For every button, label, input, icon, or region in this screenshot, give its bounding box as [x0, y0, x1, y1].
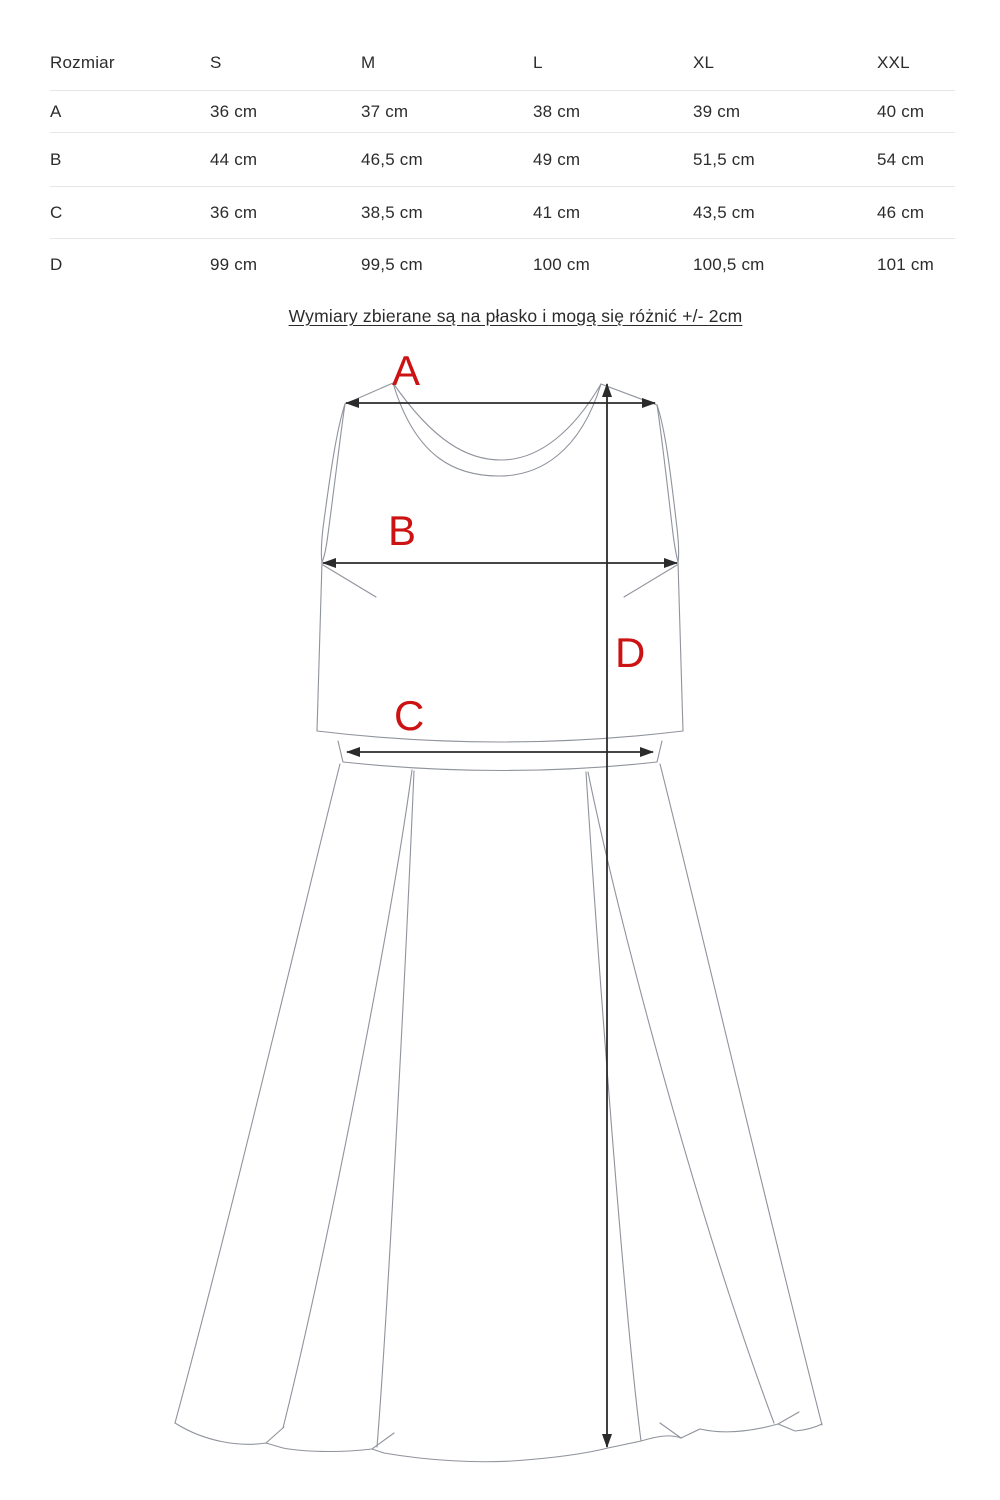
measurement-note: Wymiary zbierane są na płasko i mogą się różnić +/- 2cm [288, 306, 743, 326]
table-cell: 37 cm [361, 101, 409, 121]
row-label: A [50, 101, 62, 121]
table-cell: 51,5 cm [693, 149, 755, 169]
table-cell: 46 cm [877, 202, 925, 222]
table-cell: 44 cm [210, 149, 258, 169]
measurement-label-c: C [394, 692, 425, 739]
column-header-s: S [210, 52, 222, 72]
table-cell: 99 cm [210, 254, 258, 274]
measurement-label-a: A [392, 347, 421, 394]
measurement-label-b: B [388, 507, 417, 554]
table-cell: 46,5 cm [361, 149, 423, 169]
table-cell: 49 cm [533, 149, 581, 169]
measurement-label-d: D [615, 629, 646, 676]
table-cell: 40 cm [877, 101, 925, 121]
row-label: D [50, 254, 63, 274]
table-cell: 43,5 cm [693, 202, 755, 222]
dress-outline [175, 383, 822, 1462]
table-cell: 54 cm [877, 149, 925, 169]
measurement-arrows [323, 384, 677, 1447]
table-cell: 38 cm [533, 101, 581, 121]
table-cell: 100 cm [533, 254, 590, 274]
row-label: C [50, 202, 63, 222]
table-cell: 99,5 cm [361, 254, 423, 274]
column-header-rozmiar: Rozmiar [50, 52, 115, 72]
table-cell: 100,5 cm [693, 254, 765, 274]
column-header-xxl: XXL [877, 52, 910, 72]
row-label: B [50, 149, 62, 169]
table-cell: 101 cm [877, 254, 934, 274]
column-header-l: L [533, 52, 543, 72]
table-cell: 36 cm [210, 101, 258, 121]
table-cell: 36 cm [210, 202, 258, 222]
column-header-m: M [361, 52, 376, 72]
table-cell: 41 cm [533, 202, 581, 222]
table-cell: 39 cm [693, 101, 741, 121]
table-cell: 38,5 cm [361, 202, 423, 222]
column-header-xl: XL [693, 52, 715, 72]
